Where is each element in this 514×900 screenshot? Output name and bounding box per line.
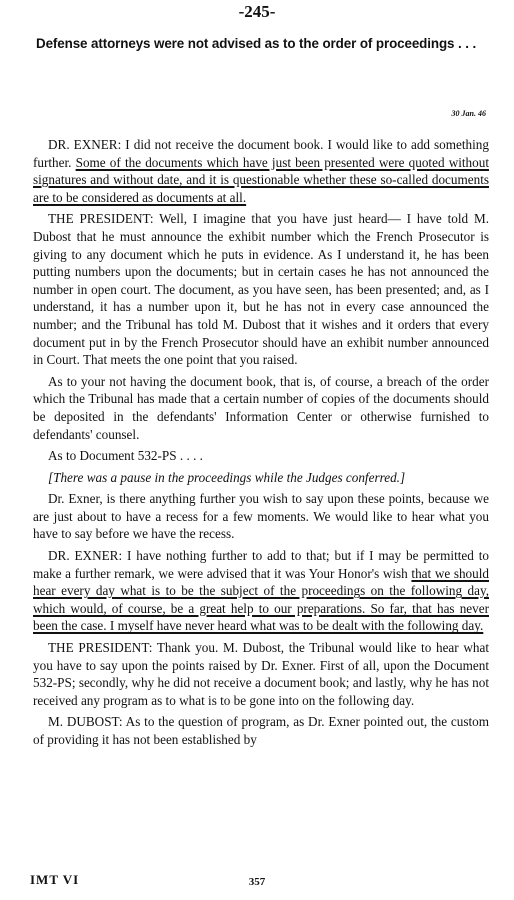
underlined-passage: Some of the documents which have just been presented were quoted without signatures and without date, and it is questionable whether these so-called documents are to be considered as documents at all. — [33, 154, 489, 205]
paragraph-president-3: As to Document 532-PS . . . . — [48, 448, 203, 464]
paragraph-president-2: As to your not having the document book, that is, of course, a breach of the order which the Tribunal has made that a certain number of copies of the documents should be deposited in the defendants' Information Center or otherwise furnished to defendants' counsel. — [33, 373, 489, 442]
stage-direction: [There was a pause in the proceedings while the Judges conferred.] — [48, 469, 406, 485]
page-top-number: -245- — [238, 2, 276, 21]
paragraph-exner-1 — [33, 136, 489, 206]
underlined-passage: that we should hear every day what is to be the subject of the proceedings on the following day, which would, of course, be a great help to our preparations. So far, that has never been the case. I myself have never heard what was to be dealt with the following day. — [33, 565, 490, 634]
paragraph-dubost: M. DUBOST: As to the question of program, as Dr. Exner pointed out, the custom of providing it has not been established by — [33, 714, 489, 747]
paragraph-president-4: Dr. Exner, is there anything further you wish to say upon these points, because we are just about to have a recess for a few moments. We would like to hear what you have to say before we have the recess. — [33, 491, 489, 542]
date-note: 30 Jan. 46 — [451, 109, 486, 118]
paragraph-president-5: THE PRESIDENT: Thank you. M. Dubost, the Tribunal would like to hear what you have to say upon the points raised by Dr. Exner. First of all, upon the Document 532-PS; secondly, why he did not receive a document book; and lastly, why he has not received any program as to what is to be gone into on the following day. — [33, 640, 489, 708]
page-number: 357 — [248, 876, 266, 888]
volume-label: IMT VI — [30, 872, 80, 887]
paragraph-exner-2 — [33, 547, 489, 635]
transcript-body — [33, 136, 489, 753]
paragraph-text: DR. EXNER: I have nothing further to add to that; but if I may be permitted to make a further remark, we were advised that it was Your Honor's wish — [33, 548, 489, 581]
paragraph-text: DR. EXNER: I did not receive the document book. I would like to add something further. — [33, 137, 489, 170]
page-headline: Defense attorneys were not advised as to the order of proceedings . . . — [36, 36, 477, 51]
paragraph-president-1: THE PRESIDENT: Well, I imagine that you have just heard— I have told M. Dubost that he must announce the exhibit number which the French Prosecutor is giving to any document which he puts in evidence. As I understand it, he has been putting numbers upon the documents; but in certain cases he has not announced the number in open court. The document, as you have seen, has been presented; and, as I understand, it has a number upon it, but he has not in every case announced the number; and the Tribunal has told M. Dubost that it wishes and it orders that every document put in by the French Prosecutor should have an exhibit number announced in Court. That meets the one point that you raised. — [33, 211, 489, 368]
